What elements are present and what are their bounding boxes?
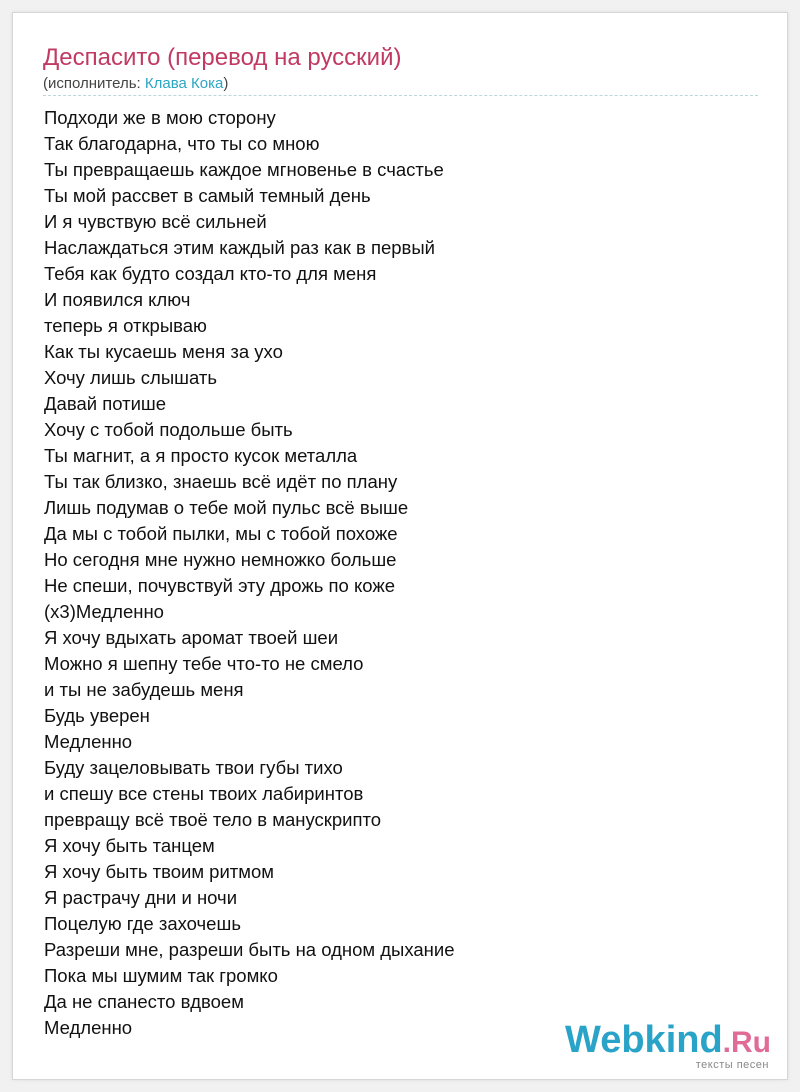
logo-wordmark (565, 1020, 771, 1063)
page-title: Деспасито (перевод на русский) (43, 44, 402, 71)
lyric-line: и спешу все стены твоих лабиринтов (44, 783, 364, 804)
lyric-line: и ты не забудешь меня (44, 679, 244, 700)
lyric-line: Но сегодня мне нужно немножко больше (44, 549, 397, 570)
lyric-line: Разреши мне, разреши быть на одном дыхание (44, 939, 455, 960)
lyric-line: Пока мы шумим так громко (44, 965, 278, 986)
logo-tld: .Ru (722, 1026, 771, 1059)
lyric-line: (x3)Медленно (44, 601, 164, 622)
site-logo[interactable] (565, 1020, 771, 1071)
lyric-line: Буду зацеловывать твои губы тихо (44, 757, 343, 778)
lyric-line: Я растрачу дни и ночи (44, 887, 238, 908)
lyric-line: Хочу лишь слышать (44, 367, 217, 388)
lyric-line: Так благодарна, что ты со мною (44, 133, 320, 154)
lyric-line: Не спеши, почувствуй эту дрожь по коже (44, 575, 395, 596)
lyric-line: Я хочу быть танцем (44, 835, 215, 856)
lyric-line: Можно я шепну тебе что-то не смело (44, 653, 364, 674)
lyric-line: Я хочу вдыхать аромат твоей шеи (44, 627, 339, 648)
lyric-line: Медленно (44, 731, 133, 752)
lyric-line: Ты мой рассвет в самый темный день (44, 185, 371, 206)
lyric-line: Хочу с тобой подольше быть (44, 419, 293, 440)
lyric-line: И я чувствую всё сильней (44, 211, 267, 232)
lyric-line: Поцелую где захочешь (44, 913, 241, 934)
lyric-line: теперь я открываю (44, 315, 207, 336)
lyrics-sheet (12, 12, 788, 1080)
lyric-line: Да мы с тобой пылки, мы с тобой похоже (44, 523, 398, 544)
logo-subtitle: тексты песен (695, 1059, 769, 1071)
artist-line (43, 74, 228, 94)
lyric-line: И появился ключ (44, 289, 191, 310)
artist-link[interactable]: Клава Кока (144, 75, 224, 92)
lyrics-list (44, 105, 455, 1041)
lyric-line: Подходи же в мою сторону (44, 107, 276, 128)
lyric-line: Наслаждаться этим каждый раз как в первый (44, 237, 436, 258)
artist-suffix: ) (223, 75, 229, 92)
lyric-line: Будь уверен (44, 705, 150, 726)
lyric-line: Ты так близко, знаешь всё идёт по плану (44, 471, 398, 492)
lyric-line: превращу всё твоё тело в манускрипто (44, 809, 382, 830)
lyric-line: Я хочу быть твоим ритмом (44, 861, 274, 882)
divider (43, 95, 758, 96)
lyric-line: Лишь подумав о тебе мой пульс всё выше (44, 497, 409, 518)
lyric-line: Ты магнит, а я просто кусок металла (44, 445, 358, 466)
lyric-line: Ты превращаешь каждое мгновенье в счастье (44, 159, 444, 180)
lyric-line: Тебя как будто создал кто-то для меня (44, 263, 377, 284)
lyric-line: Медленно (44, 1017, 133, 1038)
lyric-line: Давай потише (44, 393, 167, 414)
lyric-line: Да не спанесто вдвоем (44, 991, 244, 1012)
lyric-line: Как ты кусаешь меня за ухо (44, 341, 283, 362)
logo-word: Webkind (565, 1019, 723, 1061)
artist-prefix: (исполнитель: (43, 75, 145, 92)
